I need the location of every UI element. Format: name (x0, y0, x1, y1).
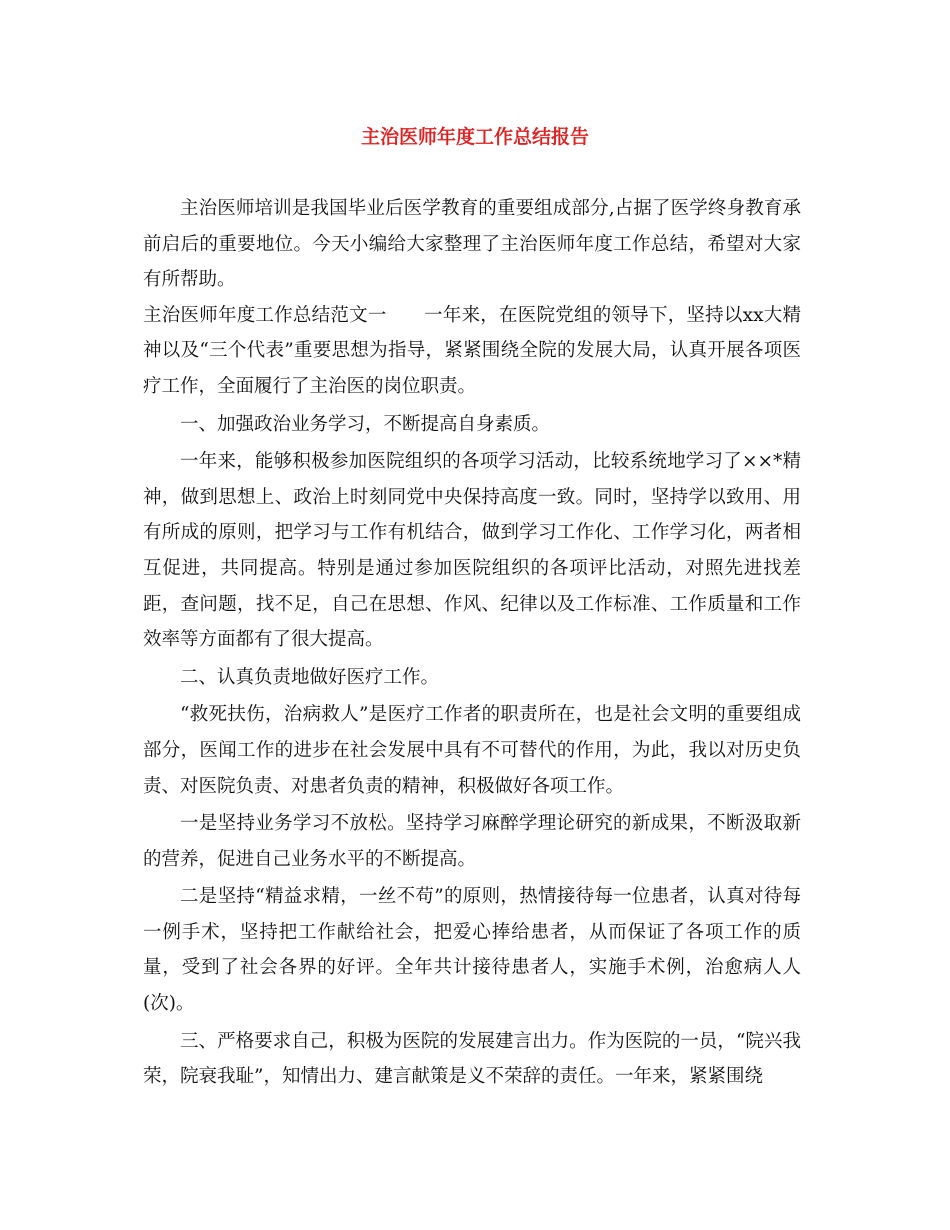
paragraph: 一年来，能够积极参加医院组织的各项学习活动，比较系统地学习了××*精神，做到思想上、政治上时刻同党中央保持高度一致。同时，坚持学以致用、用有所成的原则，把学习与工作有机结合，做到学习工作化、工作学习化，两者相互促进，共同提高。特别是通过参加医院组织的各项评比活动，对照先进找差距，查问题，找不足，自己在思想、作风、纪律以及工作标准、工作质量和工作效率等方面都有了很大提高。 (143, 451, 801, 651)
paragraph: 主治医师培训是我国毕业后医学教育的重要组成部分,占据了医学终身教育承前启后的重要地位。今天小编给大家整理了主治医师年度工作总结，希望对大家有所帮助。 (143, 198, 801, 291)
paragraph: 一是坚持业务学习不放松。坚持学习麻醉学理论研究的新成果，不断汲取新的营养，促进自己业务水平的不断提高。 (143, 813, 801, 870)
paragraph: 三、严格要求自己，积极为医院的发展建言出力。作为医院的一员，“院兴我荣，院衰我耻”，知情出力、建言献策是义不荣辞的责任。一年来，紧紧围绕 (143, 1030, 801, 1088)
paragraph: “救死扶伤，治病救人”是医疗工作者的职责所在，也是社会文明的重要组成部分，医闻工作的进步在社会发展中具有不可替代的作用，为此，我以对历史负责、对医院负责、对患者负责的精神，积极做好各项工作。 (143, 704, 801, 797)
paragraph: 二是坚持“精益求精，一丝不苟”的原则，热情接待每一位患者，认真对待每一例手术，坚持把工作献给社会，把爱心捧给患者，从而保证了各项工作的质量，受到了社会各界的好评。全年共计接待患者人，实施手术例，治愈病人人(次)。 (143, 886, 801, 1015)
paragraph: 主治医师年度工作总结范文一 一年来，在医院党组的领导下，坚持以xx大精神以及“三个代表”重要思想为指导，紧紧围绕全院的发展大局，认真开展各项医疗工作，全面履行了主治医的岗位职责。 (143, 304, 801, 397)
document-title: 主治医师年度工作总结报告 (360, 126, 589, 148)
document-body (143, 191, 801, 1095)
section-heading: 二、认真负责地做好医疗工作。 (180, 666, 440, 688)
section-heading: 一、加强政治业务学习，不断提高自身素质。 (180, 413, 551, 435)
